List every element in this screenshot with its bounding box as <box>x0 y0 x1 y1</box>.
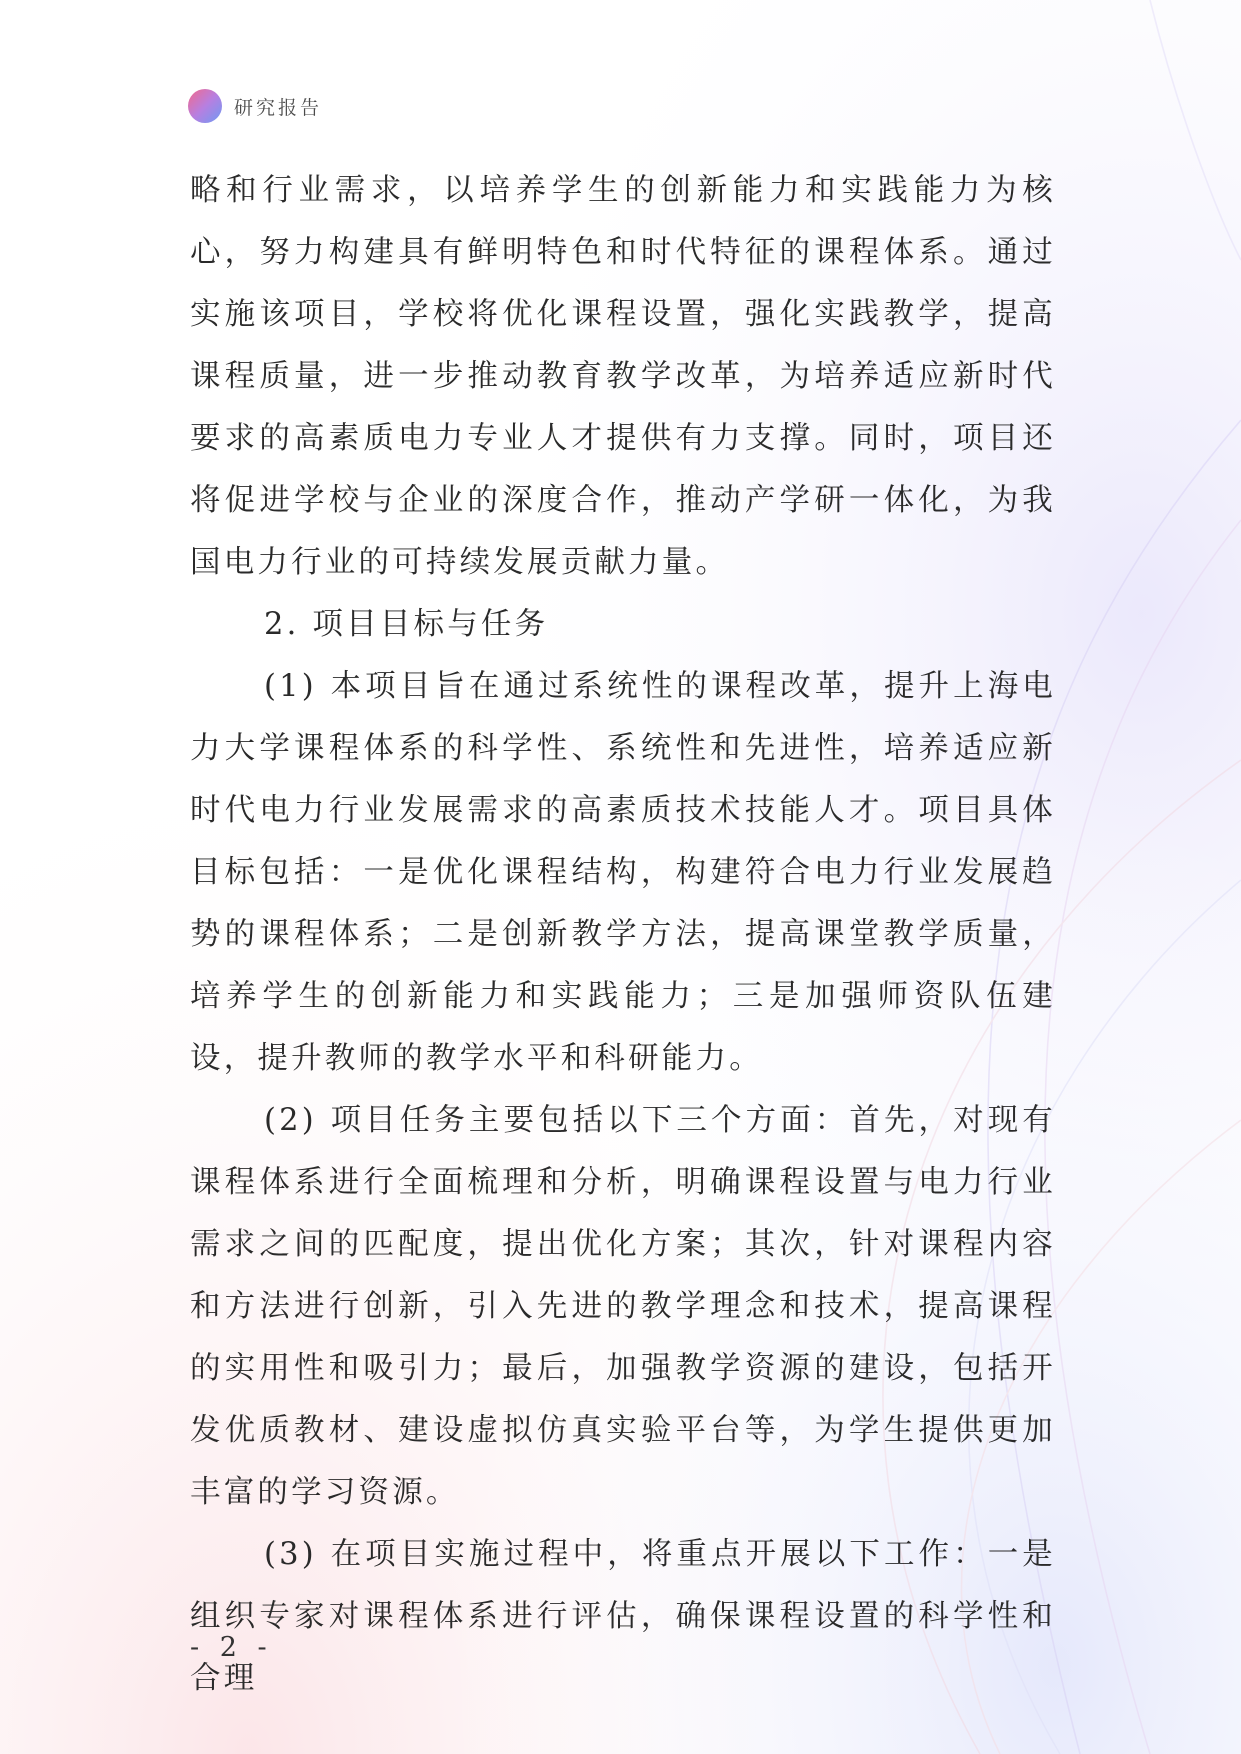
section-heading: 2. 项目目标与任务 <box>264 607 549 642</box>
header-title: 研究报告 <box>234 96 323 119</box>
document-body <box>190 160 1056 1710</box>
page-header <box>188 88 322 124</box>
paragraph-implementation: (3) 在项目实施过程中，将重点开展以下工作：一是组织专家对课程体系进行评估，确保课程设置的科学性和合理 <box>190 1537 1056 1696</box>
paragraph-continuation: 略和行业需求，以培养学生的创新能力和实践能力为核心，努力构建具有鲜明特色和时代特征的课程体系。通过实施该项目，学校将优化课程设置，强化实践教学，提高课程质量，进一步推动教育教学改革，为培养适应新时代要求的高素质电力专业人才提供有力支撑。同时，项目还将促进学校与企业的深度合作，推动产学研一体化，为我国电力行业的可持续发展贡献力量。 <box>190 173 1056 580</box>
page-number: - 2 - <box>190 1632 273 1663</box>
paragraph-tasks: (2) 项目任务主要包括以下三个方面：首先，对现有课程体系进行全面梳理和分析，明确课程设置与电力行业需求之间的匹配度，提出优化方案；其次，针对课程内容和方法进行创新，引入先进的教学理念和技术，提高课程的实用性和吸引力；最后，加强教学资源的建设，包括开发优质教材、建设虚拟仿真实验平台等，为学生提供更加丰富的学习资源。 <box>190 1103 1056 1510</box>
paragraph-goal: (1) 本项目旨在通过系统性的课程改革，提升上海电力大学课程体系的科学性、系统性和先进性，培养适应新时代电力行业发展需求的高素质技术技能人才。项目具体目标包括：一是优化课程结构，构建符合电力行业发展趋势的课程体系；二是创新教学方法，提高课堂教学质量，培养学生的创新能力和实践能力；三是加强师资队伍建设，提升教师的教学水平和科研能力。 <box>190 669 1056 1076</box>
logo-circle-icon <box>188 89 222 123</box>
